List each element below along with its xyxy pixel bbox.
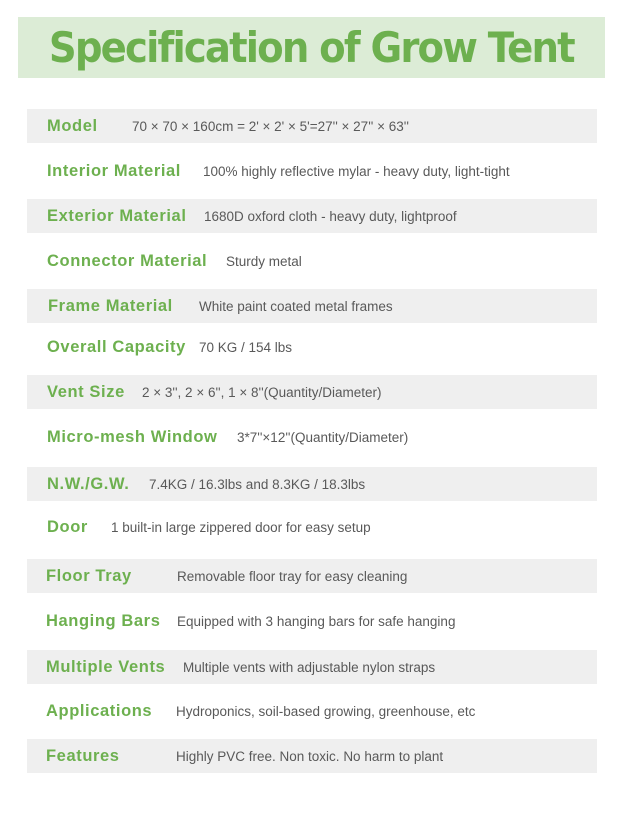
spec-label: Features [46,746,120,765]
spec-label: Connector Material [47,251,208,270]
spec-label: Model [47,116,98,135]
spec-row-overall-capacity [27,330,597,364]
spec-row-vent-size [27,375,597,409]
spec-row-weight [27,467,597,501]
spec-row-frame-material [27,289,597,323]
spec-value: 2 × 3'', 2 × 6'', 1 × 8''(Quantity/Diameter) [142,384,382,400]
spec-label: Micro-mesh Window [47,427,218,446]
spec-label: Frame Material [48,296,173,315]
spec-label: Multiple Vents [46,657,166,676]
spec-row-door [27,510,597,544]
spec-label: Exterior Material [47,206,187,225]
spec-row-hanging-bars [27,604,597,638]
spec-value: 100% highly reflective mylar - heavy duty, light-tight [203,163,510,179]
spec-value: White paint coated metal frames [199,298,393,314]
spec-value: Removable floor tray for easy cleaning [177,568,408,584]
spec-value: Equipped with 3 hanging bars for safe hanging [177,613,456,629]
spec-value: Hydroponics, soil-based growing, greenhouse, etc [176,703,476,719]
spec-value: 1 built-in large zippered door for easy setup [111,519,371,535]
spec-row-floor-tray [27,559,597,593]
spec-row-multiple-vents [27,650,597,684]
spec-row-connector-material [27,244,597,278]
spec-value: 3*7''×12''(Quantity/Diameter) [237,429,409,445]
spec-label: Interior Material [47,161,181,180]
spec-row-interior-material [27,154,597,188]
spec-value: 1680D oxford cloth - heavy duty, lightproof [204,208,457,224]
spec-row-applications [27,694,597,728]
page-title: Specification of Grow Tent [49,22,574,72]
spec-label: Vent Size [47,382,125,401]
spec-row-micro-mesh-window [27,420,597,454]
spec-value: 7.4KG / 16.3lbs and 8.3KG / 18.3lbs [149,476,366,492]
spec-row-features [27,739,597,773]
spec-label: Door [47,517,88,536]
spec-label: Applications [46,701,153,720]
spec-value: Highly PVC free. Non toxic. No harm to plant [176,748,444,764]
title-banner [18,17,605,78]
spec-value: Multiple vents with adjustable nylon straps [183,659,436,675]
spec-row-model [27,109,597,143]
spec-label: N.W./G.W. [47,474,130,493]
spec-label: Floor Tray [46,566,132,585]
spec-label: Hanging Bars [46,611,161,630]
spec-value: 70 KG / 154 lbs [199,339,293,355]
spec-row-exterior-material [27,199,597,233]
spec-value: Sturdy metal [226,253,302,269]
spec-label: Overall Capacity [47,337,186,356]
spec-value: 70 × 70 × 160cm = 2' × 2' × 5'=27'' × 27'' × 63'' [132,118,409,134]
